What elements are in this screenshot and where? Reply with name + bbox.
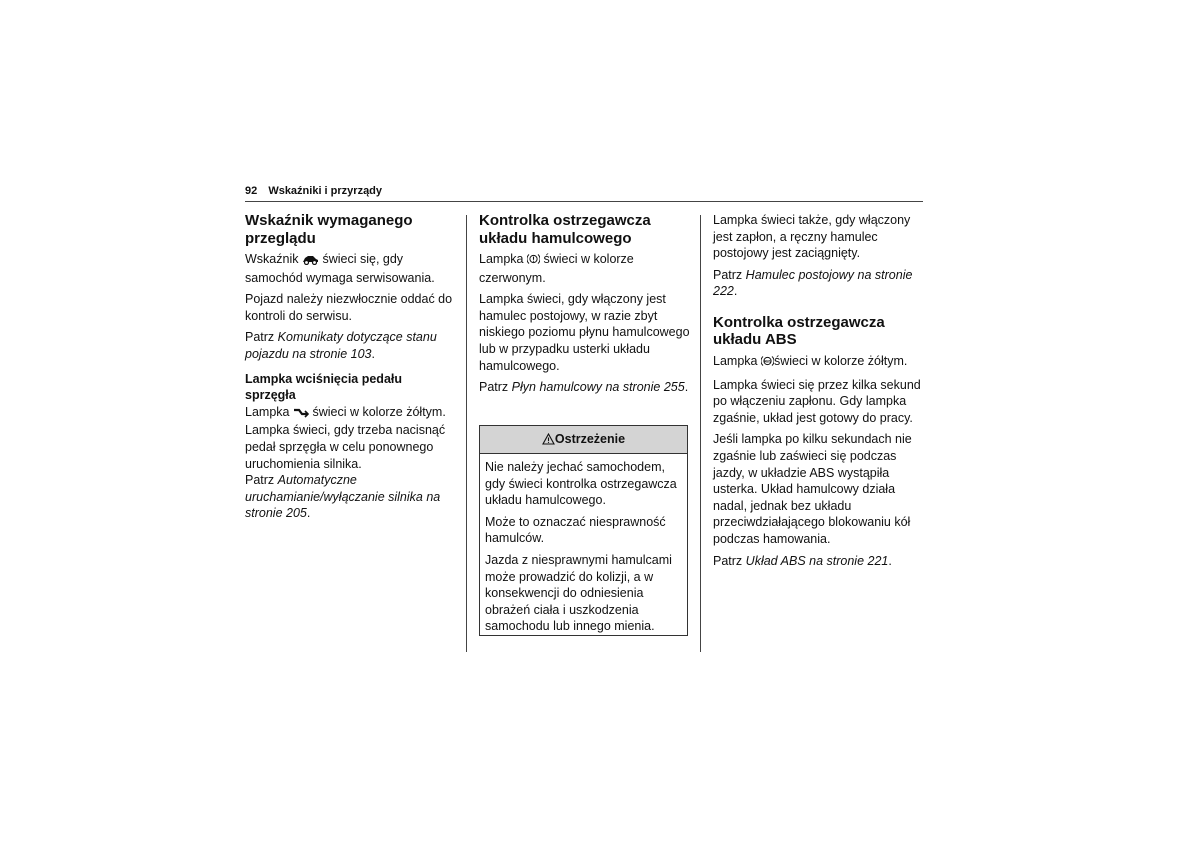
paragraph: Pojazd należy niezwłocznie oddać do kontroli do serwisu. <box>245 292 453 323</box>
service-car-icon <box>302 253 319 270</box>
page-number: 92 <box>245 185 258 197</box>
column-1 <box>245 212 455 522</box>
service-indicator-heading: Wskaźnik wymaganego przeglądu <box>245 212 413 247</box>
paragraph: Lampka świeci, gdy włączony jest hamulec postojowy, w razie zbyt niskiego poziomu płynu hamulcowego lub w przypadku usterki układu hamulcowego. <box>479 292 690 373</box>
abs-warning-heading: Kontrolka ostrzegawcza układu ABS <box>713 313 885 349</box>
paragraph: Jeśli lampka po kilku sekundach nie zgaśnie lub zaświeci się podczas jazdy, w układzie ABS wystąpiła usterka. Układ hamulcowy działa nadal, jednak bez układu przeciwdziałającego blokowaniu kół podczas hamowania. <box>713 432 912 546</box>
paragraph <box>479 251 691 286</box>
column-2 <box>479 212 691 401</box>
text: świeci się, gdy samochód wymaga serwisowania. <box>245 252 435 285</box>
header-rule <box>245 201 923 202</box>
text: świeci w kolorze żółtym. <box>773 353 908 368</box>
abs-icon <box>761 355 774 372</box>
page-header <box>245 185 923 197</box>
column-3 <box>713 212 925 574</box>
paragraph: Lampka świeci się przez kilka sekund po włączeniu zapłonu. Gdy lampka zgaśnie, układ jest gotowy do pracy. <box>713 377 921 425</box>
text: Lampka <box>479 252 524 266</box>
cross-reference-link[interactable]: Automatyczne uruchamianie/wyłączanie silnika na stronie 205 <box>245 473 441 521</box>
warning-box <box>479 425 688 636</box>
cross-reference-link[interactable]: Płyn hamulcowy na stronie 255 <box>511 380 685 395</box>
text: Lampka <box>245 404 290 419</box>
column-divider-2 <box>700 215 701 652</box>
text: świeci w kolorze żółtym. <box>312 404 446 419</box>
brake-warning-heading: Kontrolka ostrzegawcza układu hamulcowego <box>479 212 651 247</box>
paragraph: Patrz Komunikaty dotyczące stanu pojazdu na stronie 103. <box>245 330 437 361</box>
warning-title: Ostrzeżenie <box>554 432 626 446</box>
paragraph <box>245 251 455 286</box>
cross-reference-link[interactable]: Układ ABS na stronie 221 <box>745 553 889 568</box>
warning-body <box>480 454 687 635</box>
paragraph: Patrz Hamulec postojowy na stronie 222. <box>713 267 913 299</box>
text: Patrz <box>479 380 509 395</box>
svg-text:ABS: ABS <box>763 359 772 364</box>
paragraph: Nie należy jechać samochodem, gdy świeci kontrolka ostrzegawcza układu hamulcowego. <box>485 460 677 508</box>
paragraph: Patrz Automatyczne uruchamianie/wyłączanie silnika na stronie 205. <box>245 473 441 521</box>
paragraph: Może to oznaczać niesprawność hamulców. <box>485 514 666 546</box>
text: Patrz <box>713 553 743 568</box>
clutch-lamp-subheading: Lampka wciśnięcia pedału sprzęgła <box>245 371 403 403</box>
paragraph: Patrz Układ ABS na stronie 221. <box>713 553 892 568</box>
cross-reference-link[interactable]: Komunikaty dotyczące stanu pojazdu na stronie 103 <box>245 330 437 361</box>
warning-header <box>480 426 687 454</box>
section-title: Wskaźniki i przyrządy <box>268 185 383 197</box>
paragraph <box>245 404 455 423</box>
paragraph <box>713 353 925 372</box>
text: świeci w kolorze czerwonym. <box>479 252 634 285</box>
warning-triangle-icon <box>542 428 555 455</box>
paragraph: Patrz Płyn hamulcowy na stronie 255. <box>479 380 689 395</box>
text: Lampka <box>713 353 758 368</box>
column-divider-1 <box>466 215 467 652</box>
brake-warning-icon <box>527 253 540 270</box>
cross-reference-link[interactable]: Hamulec postojowy na stronie 222 <box>713 267 913 299</box>
paragraph: Jazda z niesprawnymi hamulcami może prowadzić do kolizji, a w konsekwencji do odniesienia obrażeń ciała i uszkodzenia samochodu lub innego mienia. <box>485 552 672 634</box>
text: Wskaźnik <box>245 252 299 266</box>
paragraph: Lampka świeci, gdy trzeba nacisnąć pedał sprzęgła w celu ponownego uruchomienia silnika. <box>245 423 446 471</box>
text: Patrz <box>245 473 275 488</box>
clutch-pedal-icon <box>293 406 309 423</box>
paragraph: Lampka świeci także, gdy włączony jest zapłon, a ręczny hamulec postojowy jest zaciągnięty. <box>713 213 911 261</box>
text: Patrz <box>713 267 743 282</box>
text: Patrz <box>245 330 275 345</box>
